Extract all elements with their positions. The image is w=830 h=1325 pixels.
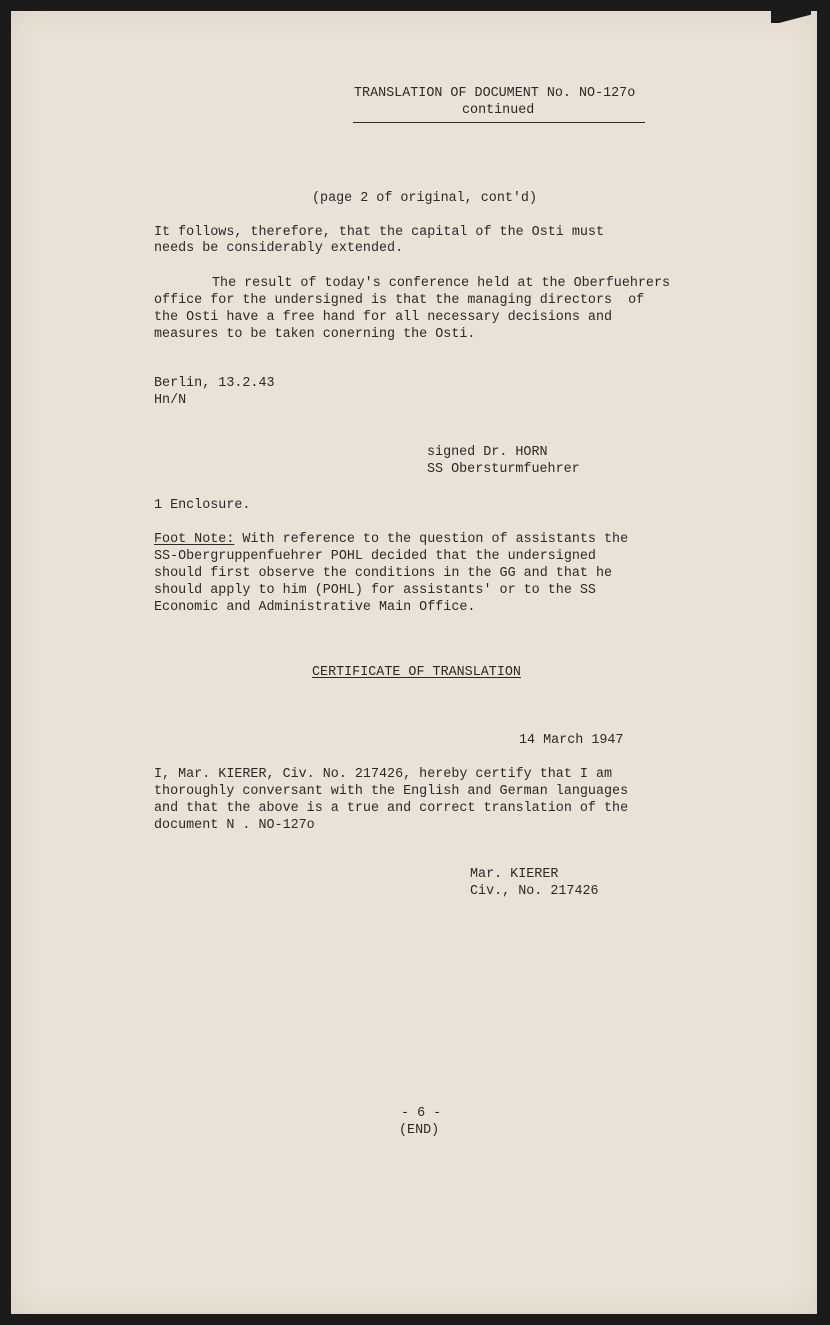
translator-civ-number: Civ., No. 217426	[470, 884, 599, 899]
reference-initials: Hn/N	[154, 393, 187, 408]
foot-note-text: With reference to the question of assistants the	[234, 532, 629, 547]
end-marker: (END)	[399, 1123, 440, 1138]
certificate-date: 14 March 1947	[519, 733, 624, 748]
document-page	[11, 11, 817, 1314]
paragraph-line: office for the undersigned is that the managing directors of	[154, 293, 645, 308]
page-reference: (page 2 of original, cont'd)	[312, 191, 537, 206]
document-subtitle: continued	[462, 103, 535, 118]
signature-name: signed Dr. HORN	[427, 445, 548, 460]
foot-note-first-line	[154, 531, 628, 548]
certificate-line: and that the above is a true and correct translation of the	[154, 801, 629, 816]
page-corner-tab	[771, 9, 811, 23]
foot-note-label: Foot Note:	[154, 532, 235, 547]
place-date: Berlin, 13.2.43	[154, 376, 275, 391]
signature-rank: SS Obersturmfuehrer	[427, 462, 580, 477]
header-rule	[353, 122, 645, 123]
paragraph-line: It follows, therefore, that the capital of the Osti must	[154, 225, 604, 240]
page-number: - 6 -	[401, 1106, 442, 1121]
paragraph-line: measures to be taken conerning the Osti.	[154, 327, 476, 342]
document-title: TRANSLATION OF DOCUMENT No. NO-127o	[354, 86, 636, 101]
certificate-line: document N . NO-127o	[154, 818, 315, 833]
foot-note-line: Economic and Administrative Main Office.	[154, 600, 476, 615]
foot-note-line: should apply to him (POHL) for assistants' or to the SS	[154, 583, 596, 598]
certificate-line: I, Mar. KIERER, Civ. No. 217426, hereby certify that I am	[154, 767, 613, 782]
certificate-line: thoroughly conversant with the English and German languages	[154, 784, 629, 799]
paragraph-line: the Osti have a free hand for all necessary decisions and	[154, 310, 613, 325]
foot-note-line: SS-Obergruppenfuehrer POHL decided that the undersigned	[154, 549, 596, 564]
paragraph-line: needs be considerably extended.	[154, 241, 404, 256]
foot-note-line: should first observe the conditions in the GG and that he	[154, 566, 613, 581]
paragraph-line: The result of today's conference held at the Oberfuehrers	[212, 276, 671, 291]
enclosure-note: 1 Enclosure.	[154, 498, 251, 513]
certificate-title: CERTIFICATE OF TRANSLATION	[312, 665, 521, 680]
translator-name: Mar. KIERER	[470, 867, 559, 882]
